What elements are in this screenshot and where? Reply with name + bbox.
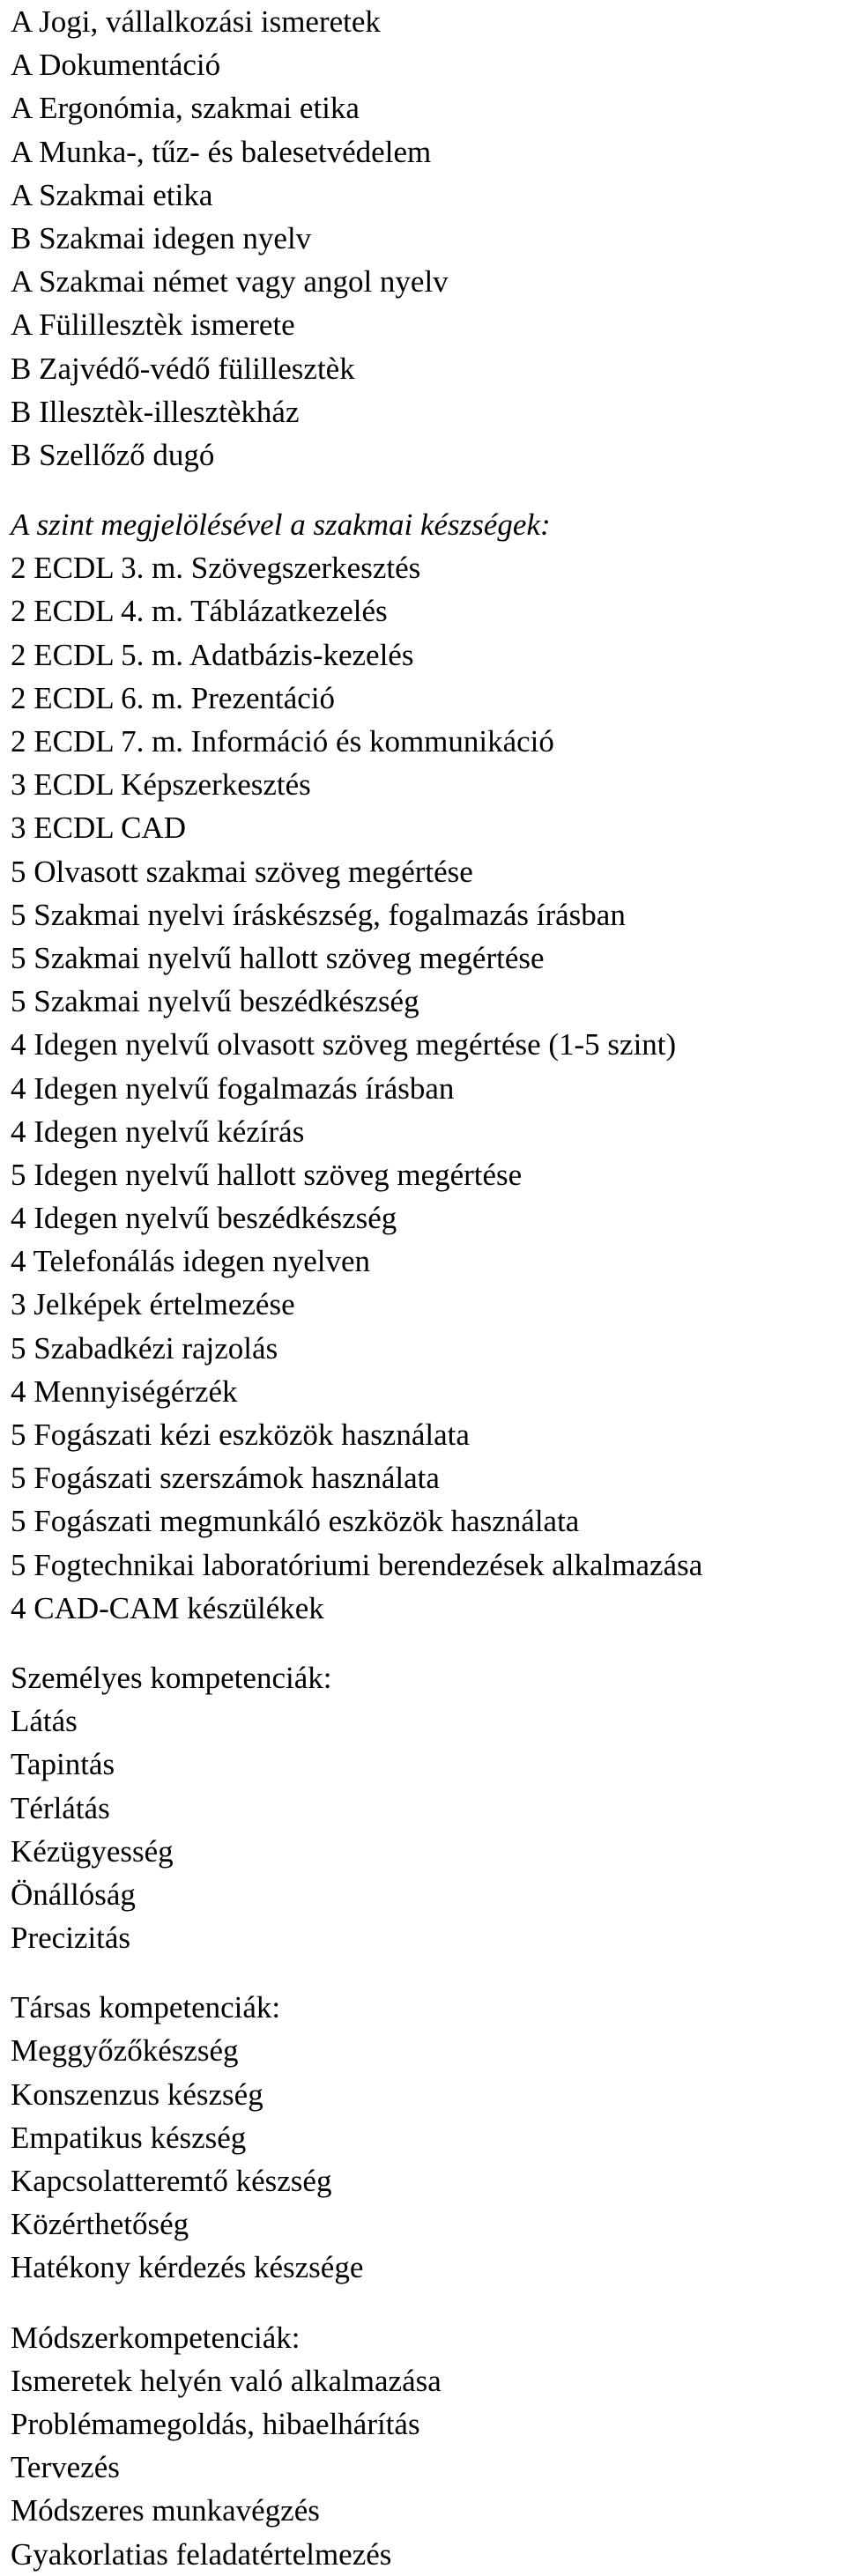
competency-item: Térlátás [11, 1790, 110, 1825]
skill-item: 3 ECDL Képszerkesztés [11, 767, 311, 803]
section-spacer [11, 1959, 839, 1986]
competency-item: Közérthetőség [11, 2207, 189, 2242]
topic-item: A Jogi, vállalkozási ismeretek [11, 4, 381, 39]
social-competencies-heading: Társas kompetenciák: [11, 1990, 281, 2025]
skill-item: 4 CAD-CAM készülékek [11, 1590, 324, 1625]
competency-item: Látás [11, 1704, 78, 1739]
skill-item: 3 Jelképek értelmezése [11, 1287, 295, 1322]
personal-competencies-section [11, 1656, 839, 1959]
skill-item: 2 ECDL 7. m. Információ és kommunikáció [11, 724, 554, 759]
competency-item: Empatikus készség [11, 2120, 247, 2155]
competency-item: Tapintás [11, 1747, 115, 1782]
skill-item: 4 Telefonálás idegen nyelven [11, 1244, 371, 1279]
skill-item: 4 Idegen nyelvű kézírás [11, 1114, 305, 1149]
topic-item: A Fülillesztèk ismerete [11, 307, 295, 343]
skill-item: 5 Fogászati kézi eszközök használata [11, 1418, 470, 1452]
topic-item: A Munka-, tűz- és balesetvédelem [11, 134, 432, 169]
skill-item: 4 Idegen nyelvű beszédkészség [11, 1201, 397, 1236]
skill-item: 4 Idegen nyelvű fogalmazás írásban [11, 1070, 455, 1106]
topic-item: A Ergonómia, szakmai etika [11, 91, 360, 126]
competency-item: Önállóság [11, 1876, 136, 1912]
skill-item: 5 Szakmai nyelvű beszédkészség [11, 984, 419, 1019]
competency-item: Precizitás [11, 1921, 131, 1956]
competency-item: Ismeretek helyén való alkalmazása [11, 2363, 442, 2398]
topic-item: B Illesztèk-illesztèkház [11, 394, 300, 429]
competency-item: Kapcsolatteremtő készség [11, 2164, 332, 2198]
skill-item: 5 Fogászati megmunkáló eszközök használata [11, 1504, 580, 1539]
competency-item: Módszeres munkavégzés [11, 2493, 320, 2528]
social-competencies-section [11, 1986, 839, 2289]
skill-item: 5 Olvasott szakmai szöveg megértése [11, 854, 473, 889]
competency-item: Tervezés [11, 2450, 120, 2485]
skill-item: 5 Szakmai nyelvi íráskészség, fogalmazás írásban [11, 897, 626, 932]
skill-item: 5 Szabadkézi rajzolás [11, 1330, 278, 1366]
skill-item: 2 ECDL 3. m. Szövegszerkesztés [11, 551, 421, 586]
competency-item: Gyakorlatias feladatértelmezés [11, 2536, 392, 2572]
competency-item: Problémamegoldás, hibaelhárítás [11, 2406, 420, 2441]
method-competencies-section [11, 2316, 839, 2576]
topic-item: A Szakmai német vagy angol nyelv [11, 264, 449, 300]
competency-item: Meggyőzőkészség [11, 2033, 239, 2069]
skill-item: 4 Idegen nyelvű olvasott szöveg megértése (1-5 szint) [11, 1027, 677, 1062]
topic-item: A Szakmai etika [11, 177, 213, 212]
section-spacer [11, 2290, 839, 2316]
skills-heading: A szint megjelölésével a szakmai készségek: [11, 507, 551, 543]
document-body [11, 0, 839, 2576]
topic-item: B Szellőző dugó [11, 437, 215, 472]
skill-item: 5 Fogászati szerszámok használata [11, 1461, 440, 1496]
skill-item: 5 Idegen nyelvű hallott szöveg megértése [11, 1157, 523, 1192]
skill-item: 2 ECDL 4. m. Táblázatkezelés [11, 594, 388, 629]
topics-list [11, 0, 839, 477]
topic-item: B Szakmai idegen nyelv [11, 220, 312, 255]
skill-item: 2 ECDL 6. m. Prezentáció [11, 680, 336, 715]
competency-item: Konszenzus készség [11, 2076, 263, 2112]
skill-item: 4 Mennyiségérzék [11, 1373, 238, 1409]
skill-item: 5 Fogtechnikai laboratóriumi berendezések alkalmazása [11, 1547, 703, 1582]
competency-item: Hatékony kérdezés készsége [11, 2250, 364, 2285]
skill-item: 2 ECDL 5. m. Adatbázis-kezelés [11, 637, 414, 672]
section-spacer [11, 1630, 839, 1656]
topic-item: B Zajvédő-védő fülillesztèk [11, 351, 355, 386]
skill-item: 5 Szakmai nyelvű hallott szöveg megértése [11, 940, 545, 975]
competency-item: Kézügyesség [11, 1833, 174, 1869]
section-spacer [11, 477, 839, 503]
skills-section [11, 503, 839, 1630]
personal-competencies-heading: Személyes kompetenciák: [11, 1660, 332, 1695]
skill-item: 3 ECDL CAD [11, 811, 186, 846]
method-competencies-heading: Módszerkompetenciák: [11, 2320, 301, 2355]
topic-item: A Dokumentáció [11, 48, 221, 83]
